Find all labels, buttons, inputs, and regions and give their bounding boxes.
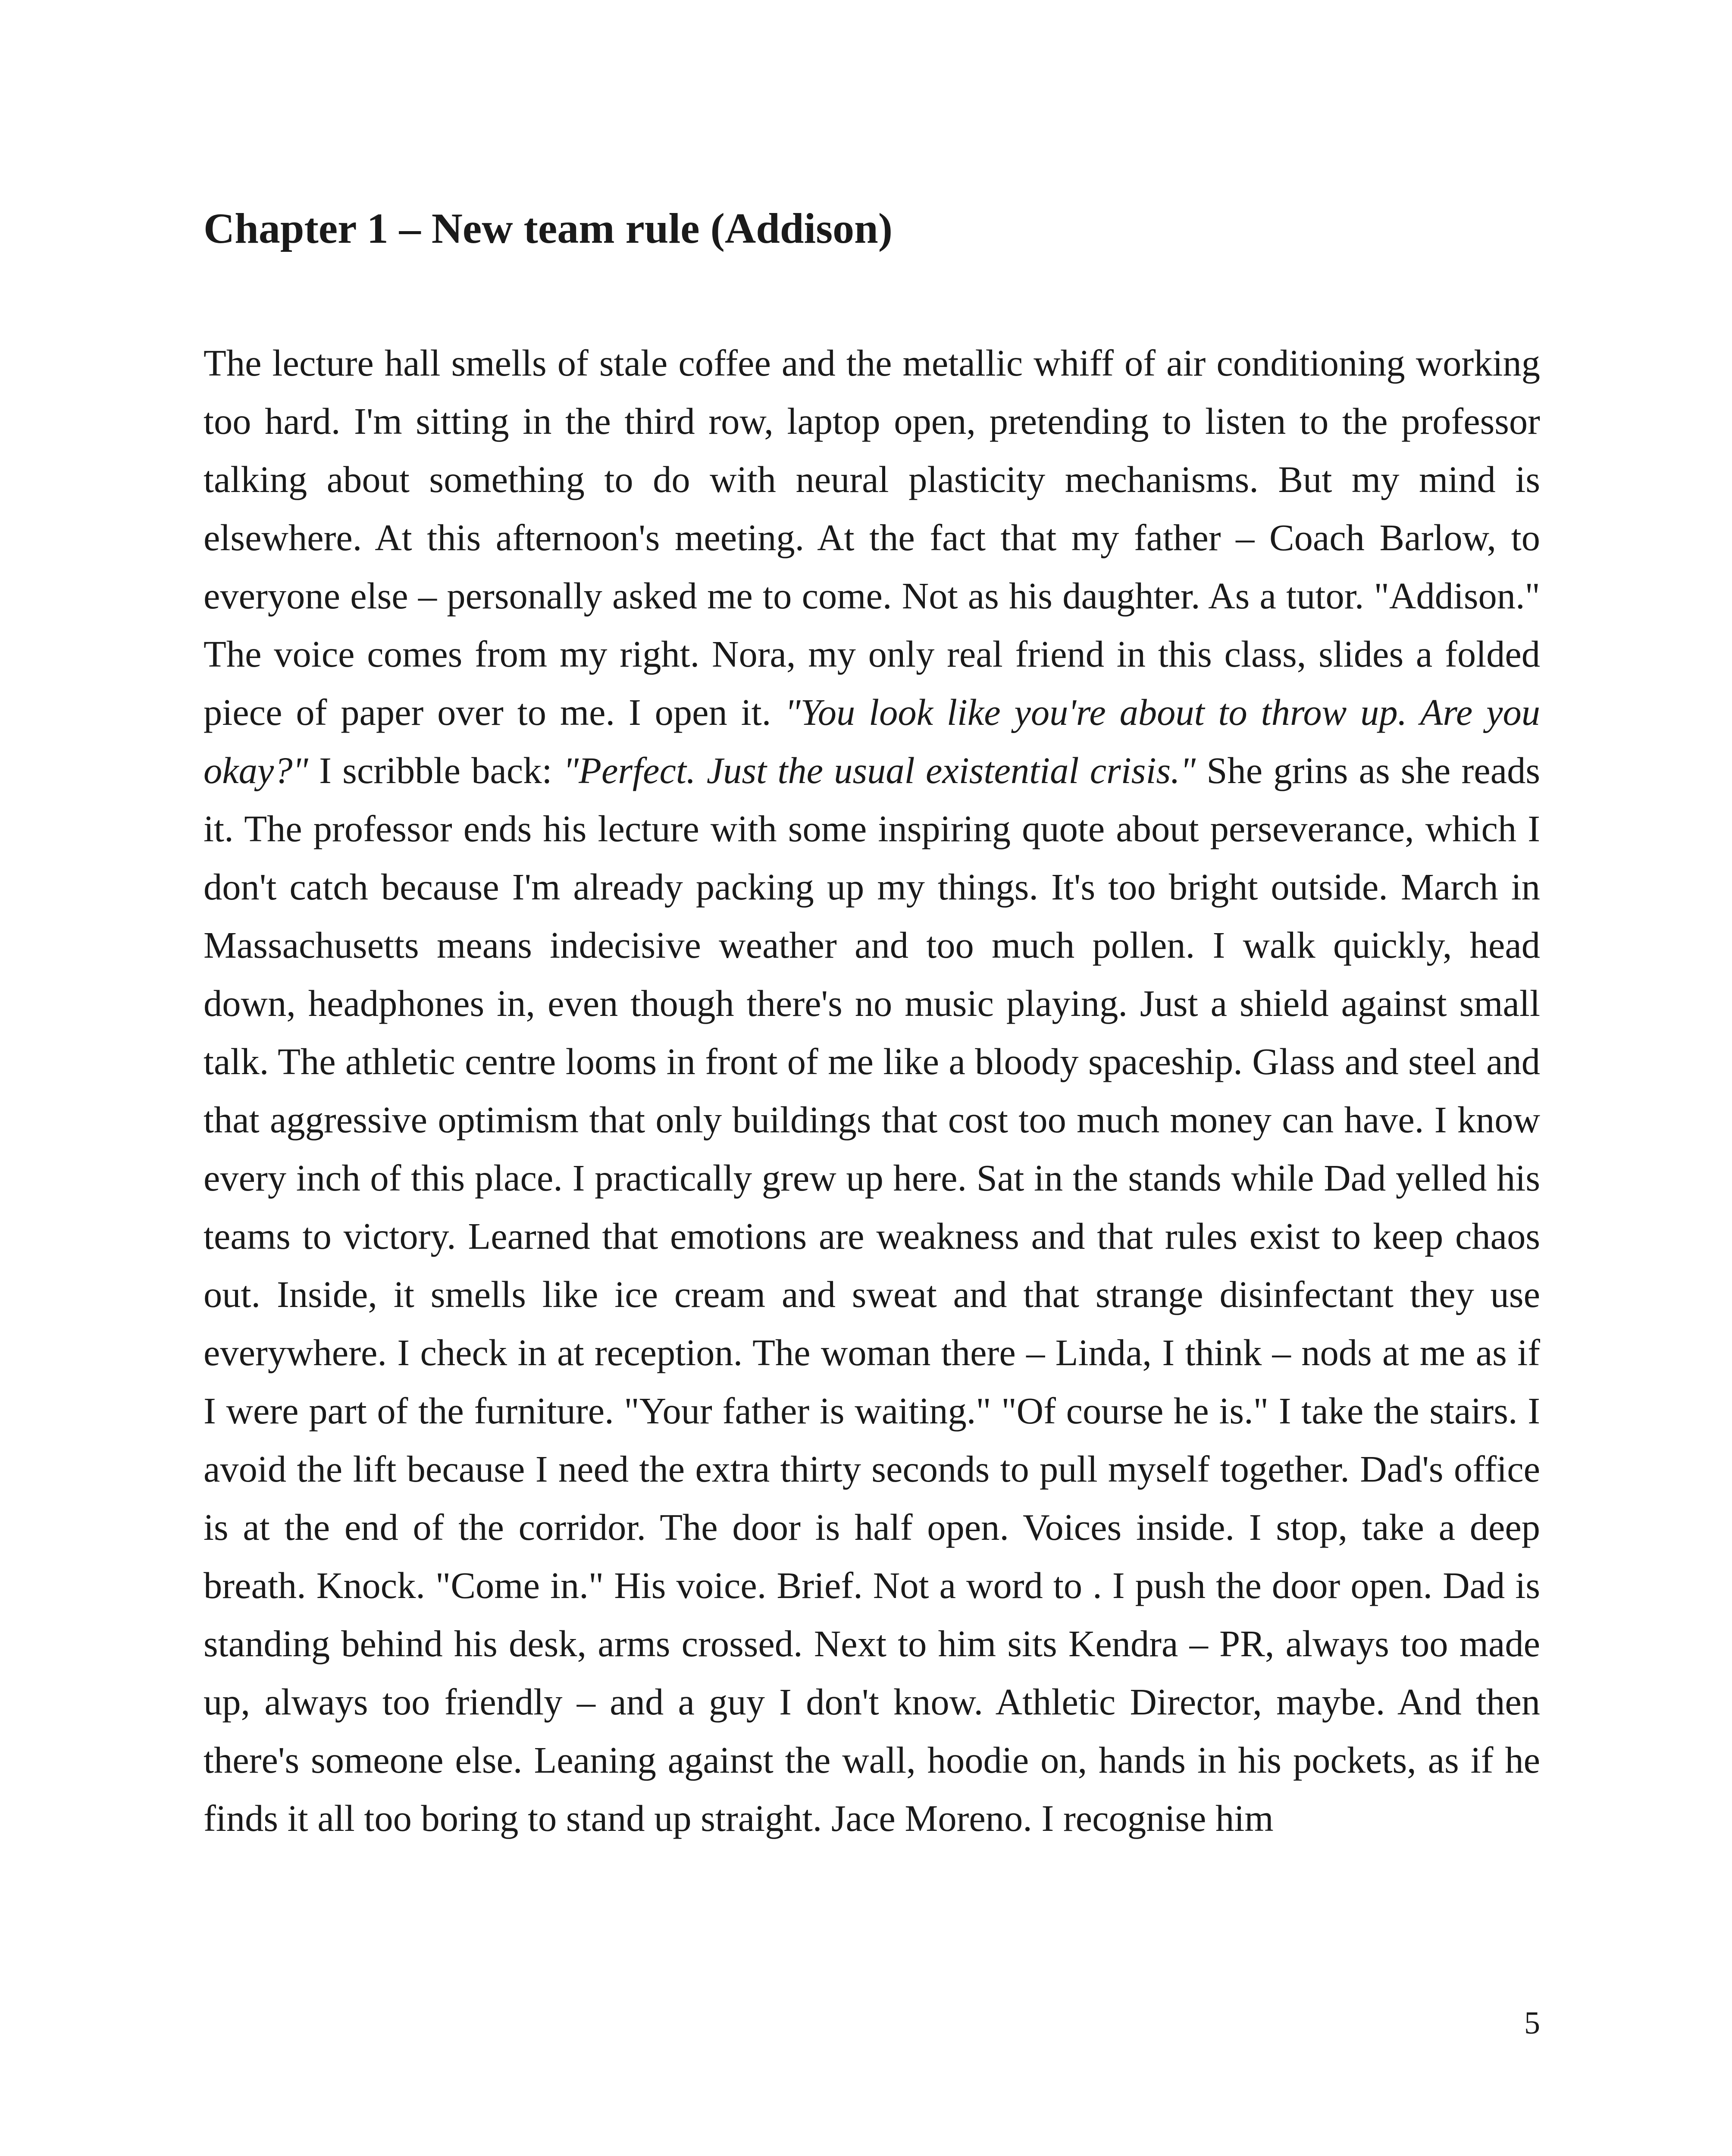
- body-text-segment-1: The lecture hall smells of stale coffee and the metallic whiff of air conditioning working too hard. I'm sitting in the third row, laptop open, pretending to listen to the professor talking about something to do with neural plasticity mechanisms. But my mind is elsewhere. At this afternoon's meeting. At the fact that my father – Coach Barlow, to everyone else – personally asked me to come. Not as his daughter. As a tutor. "Addison." The voice comes from my right. Nora, my only real friend in this class, slides a folded piece of paper over to me. I open it.: [204, 342, 1540, 733]
- italic-reply-text: "Perfect. Just the usual existential crisis.": [563, 750, 1196, 791]
- chapter-body-paragraph: [204, 334, 1540, 1848]
- italic-note-text: "You look like you're about to throw up. Are you okay?": [204, 692, 1541, 791]
- page-number: 5: [1524, 2006, 1540, 2041]
- chapter-title: Chapter 1 – New team rule (Addison): [204, 204, 893, 252]
- body-text-segment-3: She grins as she reads it. The professor ends his lecture with some inspiring quote about perseverance, which I don't catch because I'm already packing up my things. It's too bright outside. March in Massachusetts means indecisive weather and too much pollen. I walk quickly, head down, headphones in, even though there's no music playing. Just a shield against small talk. The athletic centre looms in front of me like a bloody spaceship. Glass and steel and that aggressive optimism that only buildings that cost too much money can have. I know every inch of this place. I practically grew up here. Sat in the stands while Dad yelled his teams to victory. Learned that emotions are weakness and that rules exist to keep chaos out. Inside, it smells like ice cream and sweat and that strange disinfectant they use everywhere. I check in at reception. The woman there – Linda, I think – nods at me as if I were part of the furniture. "Your father is waiting." "Of course he is." I take the stairs. I avoid the lift because I need the extra thirty seconds to pull myself together. Dad's office is at the end of the corridor. The door is half open. Voices inside. I stop, take a deep breath. Knock. "Come in." His voice. Brief. Not a word to . I push the door open. Dad is standing behind his desk, arms crossed. Next to him sits Kendra – PR, always too made up, always too friendly – and a guy I don't know. Athletic Director, maybe. And then there's someone else. Leaning against the wall, hoodie on, hands in his pockets, as if he finds it all too boring to stand up straight. Jace Moreno. I recognise him: [204, 750, 1540, 1839]
- body-text-segment-2: I scribble back:: [308, 750, 563, 791]
